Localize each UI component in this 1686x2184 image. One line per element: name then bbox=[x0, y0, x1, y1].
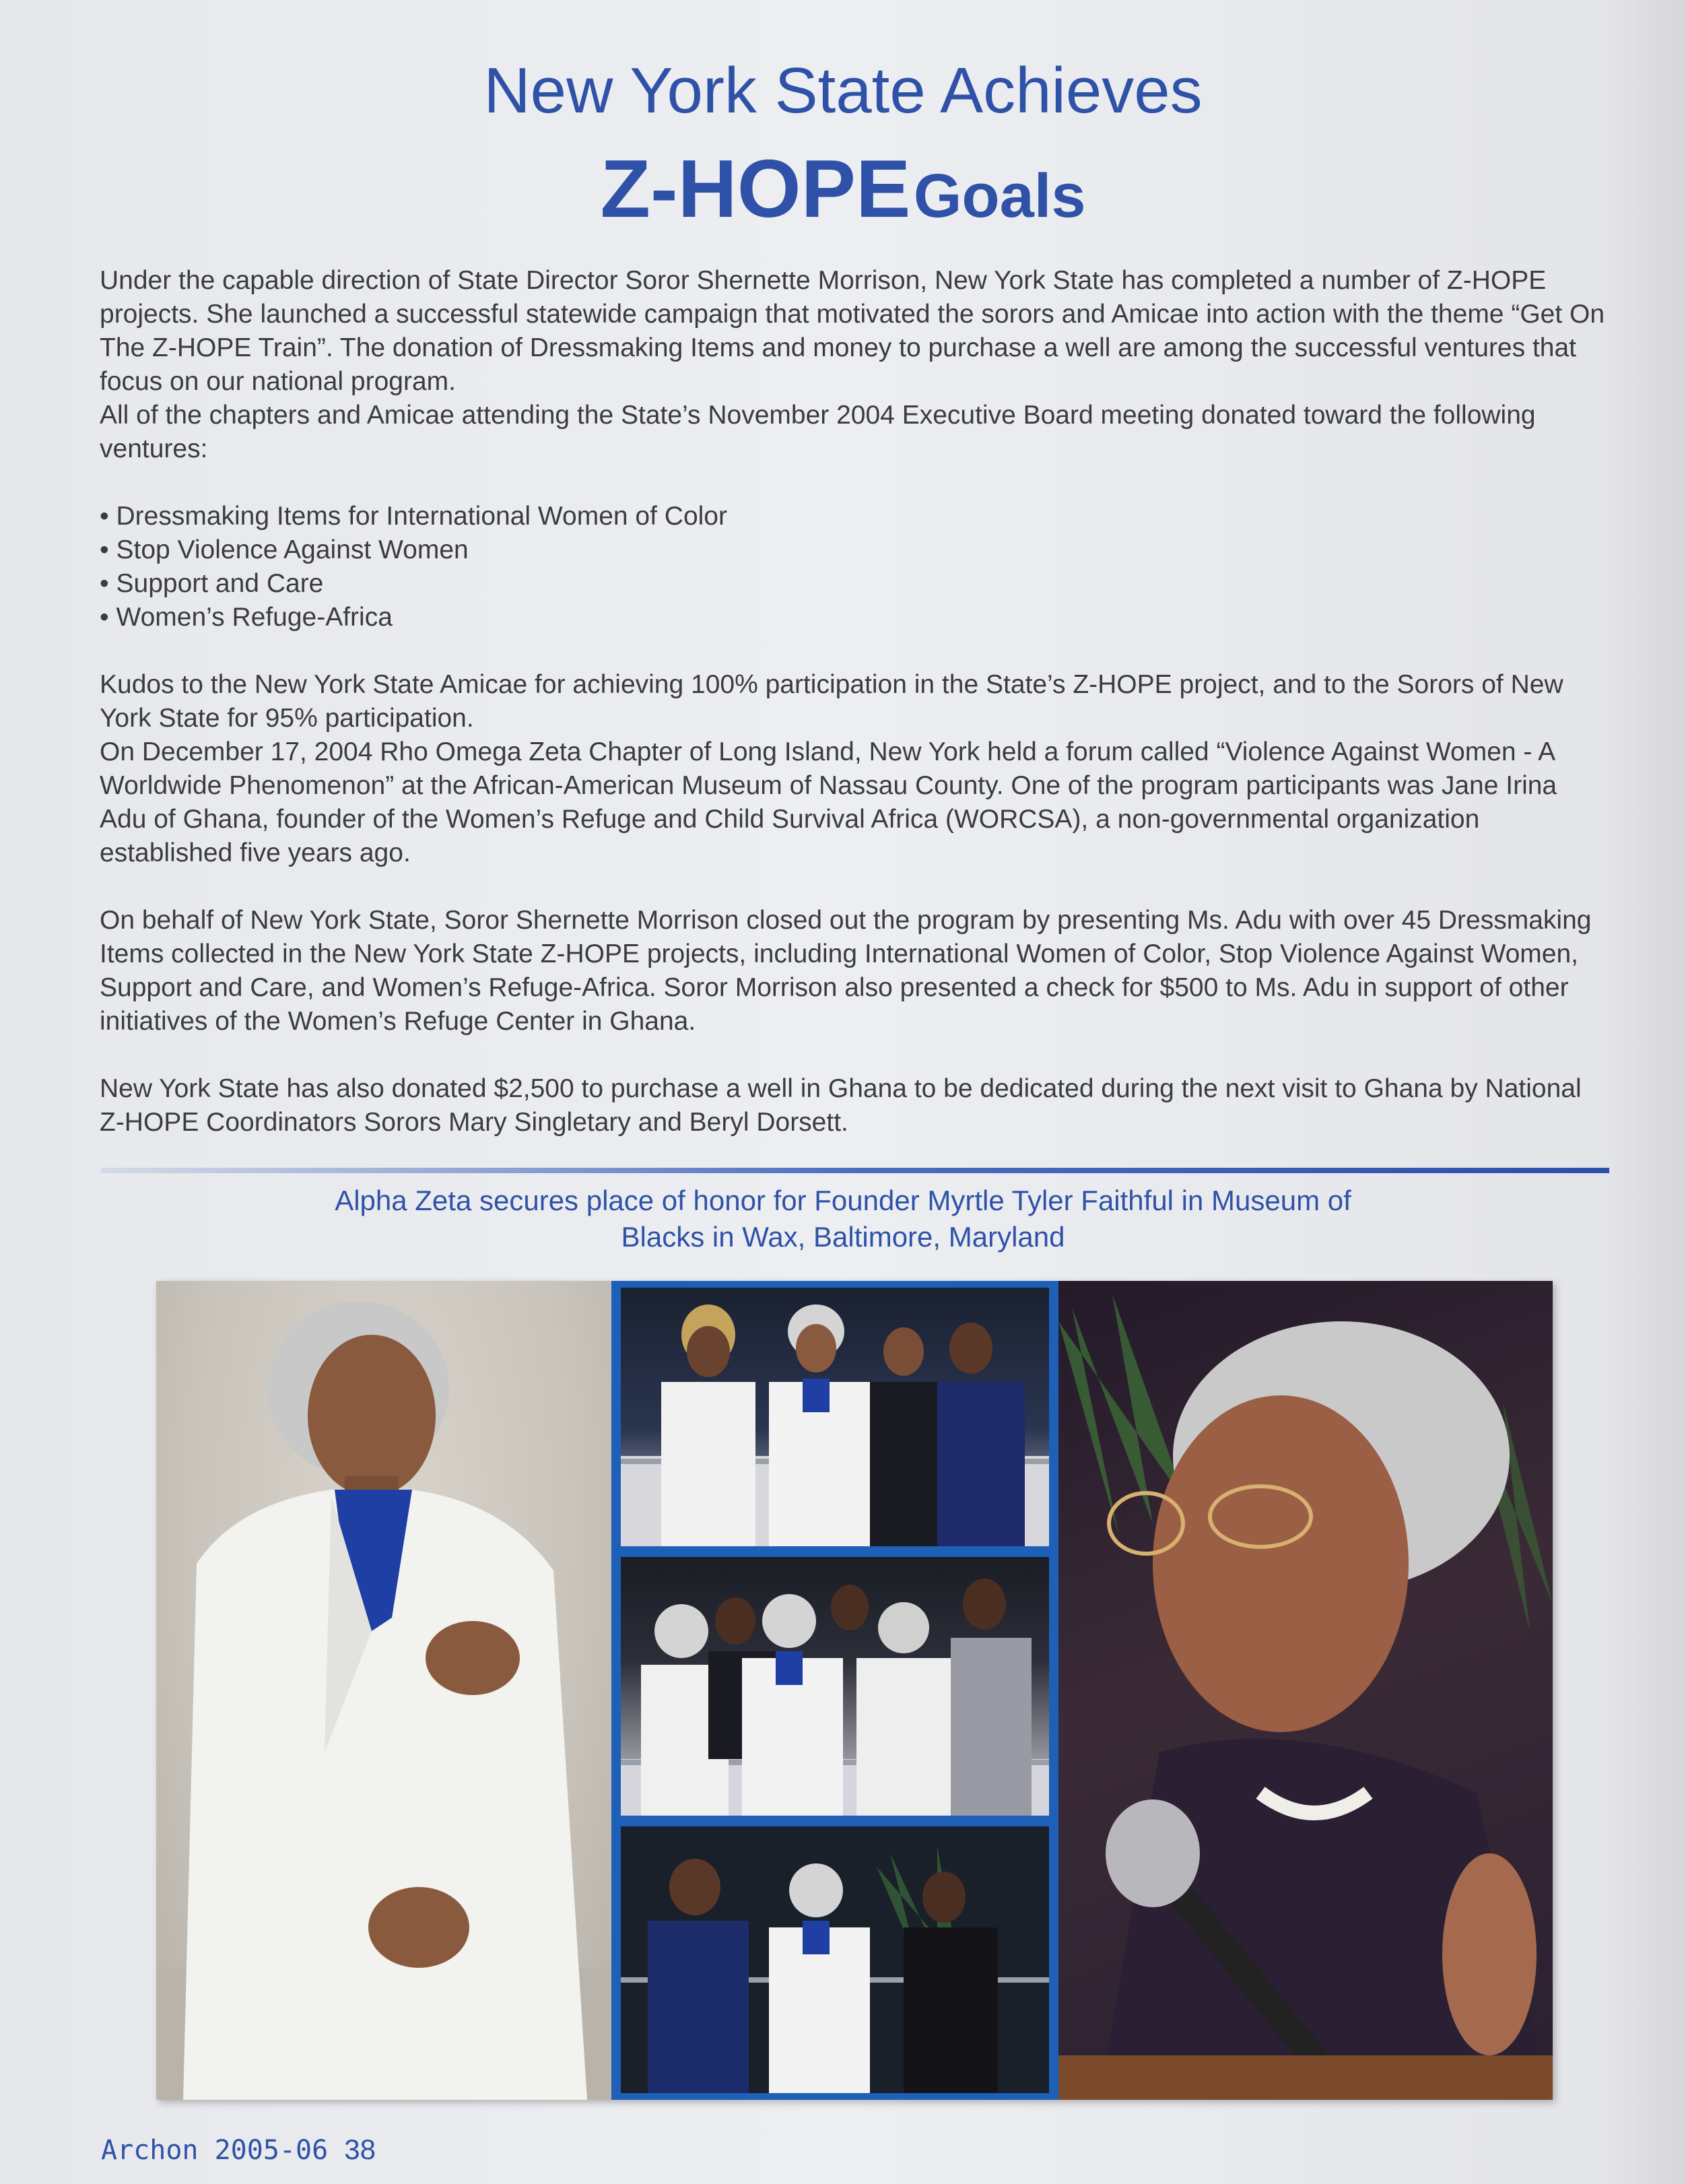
caption-line-1: Alpha Zeta secures place of honor for Founder Myrtle Tyler Faithful in Museum of bbox=[335, 1185, 1351, 1216]
list-item: • Support and Care bbox=[100, 567, 1608, 601]
section-divider bbox=[101, 1168, 1609, 1173]
paragraph-intro: Under the capable direction of State Director Soror Shernette Morrison, New York State has completed a number of Z-HOPE projects. She launched a successful statewide campaign that motivated the sorors and Amicae into action with the theme “Get On The Z-HOPE Train”. The donation of Dressmaking Items and money to purchase a well are among the successful ventures that focus on our national program. bbox=[100, 266, 1605, 396]
photo-caption bbox=[0, 1183, 1686, 1255]
caption-line-2: Blacks in Wax, Baltimore, Maryland bbox=[621, 1221, 1065, 1253]
title-goals: Goals bbox=[913, 162, 1086, 230]
paragraph-board-meeting: All of the chapters and Amicae attending the State’s November 2004 Executive Board meeting donated toward the following ventures: bbox=[100, 401, 1536, 463]
photo-collage bbox=[156, 1281, 1553, 2100]
publication-name: Archon 2005-06 bbox=[101, 2135, 329, 2166]
title-zhope: Z-HOPE bbox=[600, 143, 911, 234]
paragraph-presentation: On behalf of New York State, Soror Shernette Morrison closed out the program by presenting Ms. Adu with over 45 Dressmaking Items collected in the New York State Z-HOPE projects, including International Women of Color, Stop Violence Against Women, Support and Care, and Women’s Refuge-Africa. Soror Morrison also presented a check for $500 to Ms. Adu in support of other initiatives of the Women’s Refuge Center in Ghana. bbox=[100, 906, 1592, 1036]
page-footer bbox=[101, 2133, 376, 2166]
photo-group-3 bbox=[621, 1826, 1049, 2093]
paragraph-kudos: Kudos to the New York State Amicae for achieving 100% participation in the State’s Z-HOPE project, and to the Sorors of New York State for 95% participation. bbox=[100, 670, 1563, 733]
page-number: 38 bbox=[344, 2133, 376, 2165]
paragraph-well-donation: New York State has also donated $2,500 to purchase a well in Ghana to be dedicated during the next visit to Ghana by National Z-HOPE Coordinators Sorors Mary Singletary and Beryl Dorsett. bbox=[100, 1074, 1582, 1137]
article-body bbox=[100, 264, 1608, 1139]
list-item: • Dressmaking Items for International Women of Color bbox=[100, 500, 1608, 533]
photo-speaker bbox=[1058, 1281, 1553, 2100]
ventures-list bbox=[100, 500, 1608, 634]
list-item: • Women’s Refuge-Africa bbox=[100, 601, 1608, 634]
paragraph-forum: On December 17, 2004 Rho Omega Zeta Chapter of Long Island, New York held a forum called “Violence Against Women - A Worldwide Phenomenon” at the African-American Museum of Nassau County. One of the program participants was Jane Irina Adu of Ghana, founder of the Women’s Refuge and Child Survival Africa (WORCSA), a non-governmental organization established five years ago. bbox=[100, 737, 1557, 867]
title-line-2 bbox=[0, 141, 1686, 236]
photo-group-1 bbox=[621, 1288, 1049, 1546]
photo-group-2 bbox=[621, 1557, 1049, 1816]
photo-wax-figure bbox=[156, 1281, 611, 2100]
title-line-1: New York State Achieves bbox=[483, 55, 1203, 127]
list-item: • Stop Violence Against Women bbox=[100, 533, 1608, 567]
